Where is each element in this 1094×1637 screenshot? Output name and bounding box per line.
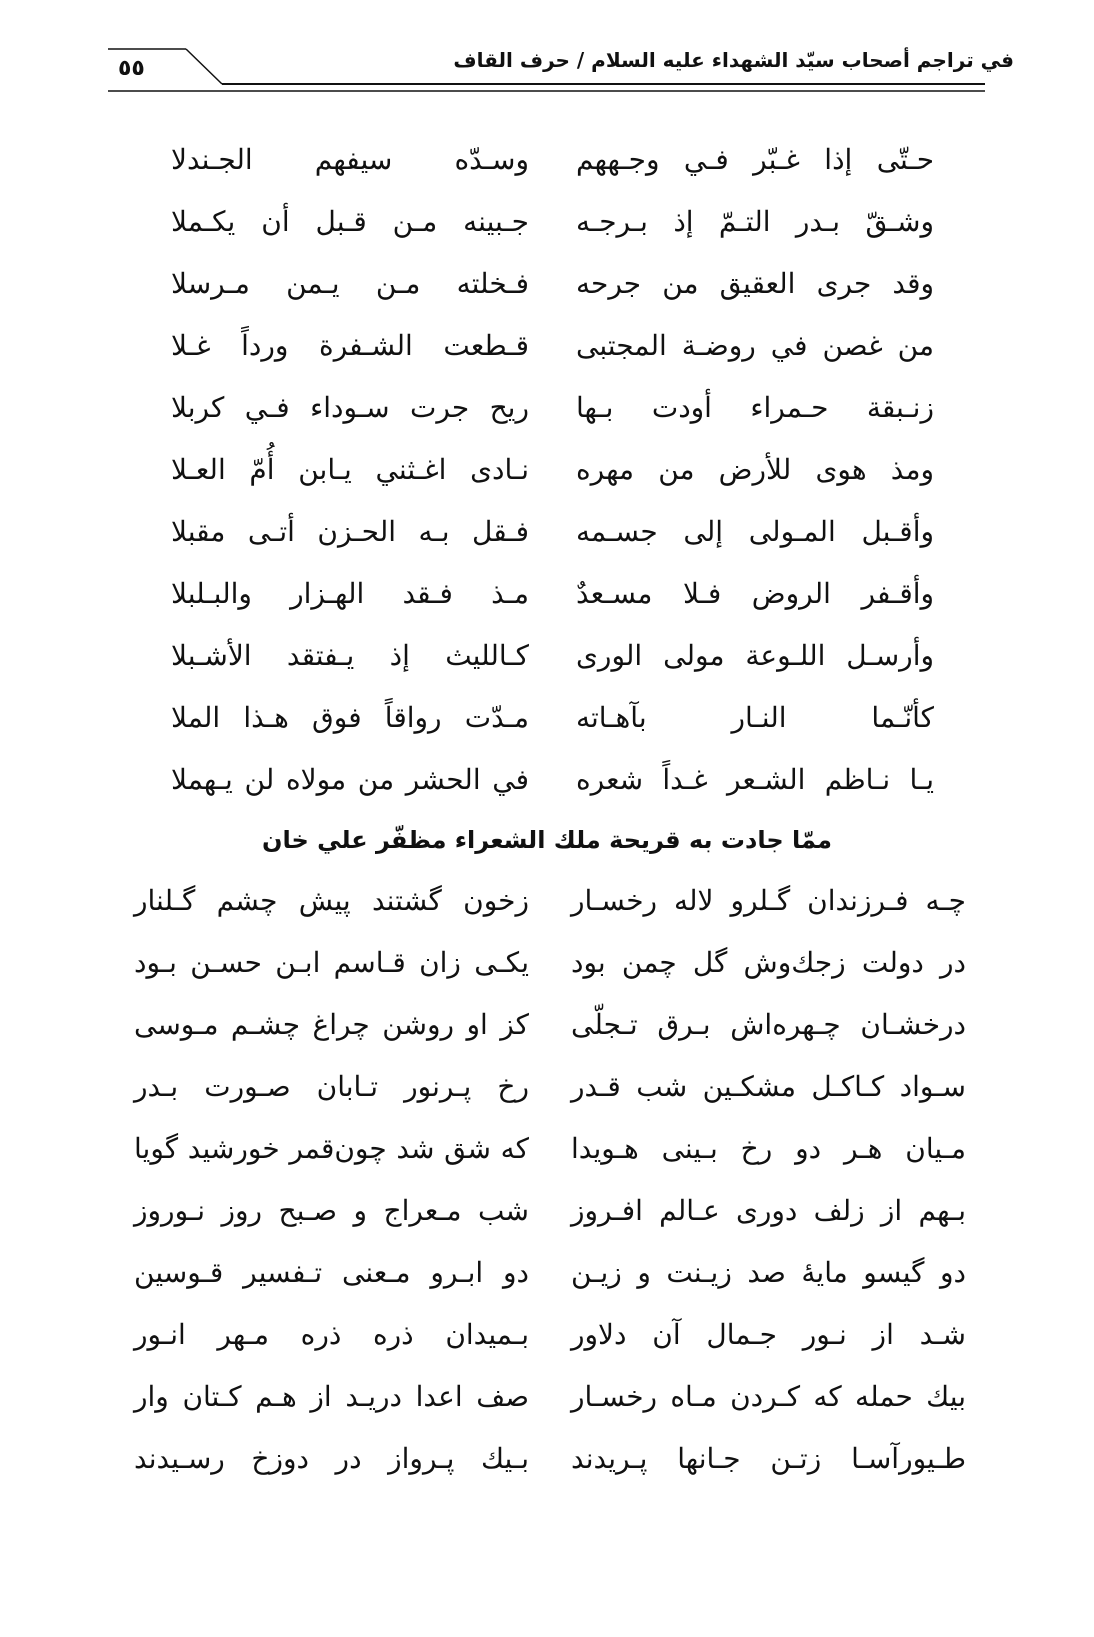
hemistich-first: زنـبقة حـمراء أودت بـها xyxy=(576,391,934,424)
hemistich-first: طـيورآسـا زتـن جـانها پـريدند xyxy=(571,1442,966,1475)
hemistich-second: نـادى اغـثني يـابن أُمّ العـلا xyxy=(171,453,529,486)
hemistich-first: وأقـبل المـولى إلى جسـمه xyxy=(576,515,934,548)
page-number: ٥٥ xyxy=(118,56,145,81)
couplet xyxy=(0,626,1094,688)
hemistich-second: صف اعدا دريـد از هـم كـتان وار xyxy=(134,1380,529,1413)
hemistich-first: من غصن في روضـة المجتبى xyxy=(576,329,934,362)
persian-poem xyxy=(0,871,1094,1491)
hemistich-first: شـد از نـور جـمال آن دلاور xyxy=(571,1318,966,1351)
couplet xyxy=(0,1243,1094,1305)
couplet xyxy=(0,316,1094,378)
couplet xyxy=(0,871,1094,933)
section-heading: ممّا جادت به قريحة ملك الشعراء مظفّر علي خان xyxy=(262,826,832,854)
hemistich-second: ريح جرت سـوداء فـي كربلا xyxy=(171,391,529,424)
couplet xyxy=(0,688,1094,750)
hemistich-second: كه شق شد چون‌قمر خورشيد گويا xyxy=(134,1132,529,1165)
couplet xyxy=(0,192,1094,254)
hemistich-first: ومذ هوى للأرض من مهره xyxy=(576,453,934,486)
hemistich-first: يـا نـاظم الشـعر غـداً شعره xyxy=(576,763,934,796)
hemistich-first: سـواد كـاكـل مشكـين شب قـدر xyxy=(571,1070,966,1103)
couplet xyxy=(0,995,1094,1057)
hemistich-first: در دولت زجك‌وش گل چمن بود xyxy=(571,946,966,979)
couplet xyxy=(0,440,1094,502)
hemistich-second: زخون گشتند پيش چشم گـلنار xyxy=(134,884,529,917)
hemistich-second: رخ پـرنور تـابان صـورت بـدر xyxy=(134,1070,529,1103)
couplet xyxy=(0,1181,1094,1243)
hemistich-first: وأرسـل اللـوعة مولى الورى xyxy=(576,639,934,672)
hemistich-second: مـدّت رواقاً فوق هـذا الملا xyxy=(171,701,529,734)
hemistich-first: بيك حمله كه كـردن مـاه رخسـار xyxy=(571,1380,966,1413)
hemistich-second: قـطعت الشـفرة ورداً غـلا xyxy=(171,329,529,362)
hemistich-second: كـالليث إذ يـفتقد الأشـبلا xyxy=(171,639,529,672)
couplet xyxy=(0,1429,1094,1491)
hemistich-first: چـه فـرزندان گـلرو لاله رخسـار xyxy=(571,884,966,917)
hemistich-second: مـذ فـقد الهـزار والبـلبلا xyxy=(171,577,529,610)
hemistich-first: درخشـان چـهره‌اش بـرق تـجلّى xyxy=(571,1008,966,1041)
hemistich-second: فـخلته مـن يـمن مـرسلا xyxy=(171,267,529,300)
hemistich-first: وأقـفر الروض فـلا مسـعدٌ xyxy=(576,577,934,610)
couplet xyxy=(0,502,1094,564)
couplet xyxy=(0,1305,1094,1367)
couplet xyxy=(0,1057,1094,1119)
hemistich-first: حـتّى إذا غـبّر فـي وجـههم xyxy=(576,143,934,176)
hemistich-second: بـيك پـرواز در دوزخ رسـيدند xyxy=(134,1442,529,1475)
hemistich-first: بـهم از زلف دورى عـالم افـروز xyxy=(571,1194,966,1227)
couplet xyxy=(0,378,1094,440)
arabic-poem xyxy=(0,130,1094,812)
hemistich-first: مـيان هـر دو رخ بـينى هـويدا xyxy=(571,1132,966,1165)
hemistich-second: شب مـعراج و صـبح روز نـوروز xyxy=(134,1194,529,1227)
couplet xyxy=(0,130,1094,192)
couplet xyxy=(0,933,1094,995)
hemistich-first: دو گيسو مايهٔ صد زيـنت و زيـن xyxy=(571,1256,966,1289)
running-title: في تراجم أصحاب سيّد الشهداء عليه السلام / حرف القاف xyxy=(453,48,1014,72)
couplet xyxy=(0,254,1094,316)
couplet xyxy=(0,1367,1094,1429)
hemistich-first: وشـقّ بـدر التـمّ إذ بـرجـه xyxy=(576,205,934,238)
hemistich-second: في الحشر من مولاه لن يـهملا xyxy=(171,763,529,796)
hemistich-second: يكـى زان قـاسم ابـن حسـن بـود xyxy=(134,946,529,979)
couplet xyxy=(0,750,1094,812)
hemistich-second: جـبينه مـن قـبل أن يكـملا xyxy=(171,205,529,238)
page-header xyxy=(0,0,1094,120)
hemistich-second: وسـدّه سيفهم الجـندلا xyxy=(171,143,529,176)
hemistich-first: وقد جرى العقيق من جرحه xyxy=(576,267,934,300)
hemistich-first: كأنّـما النـار بآهـاته xyxy=(576,701,934,734)
couplet xyxy=(0,1119,1094,1181)
hemistich-second: فـقل بـه الحـزن أتـى مقبلا xyxy=(171,515,529,548)
couplet xyxy=(0,564,1094,626)
hemistich-second: بـميدان ذره ذره مـهر انـور xyxy=(134,1318,529,1351)
hemistich-second: كز او روشن چراغ چشـم مـوسى xyxy=(134,1008,529,1041)
hemistich-second: دو ابـرو مـعنى تـفسير قـوسين xyxy=(134,1256,529,1289)
